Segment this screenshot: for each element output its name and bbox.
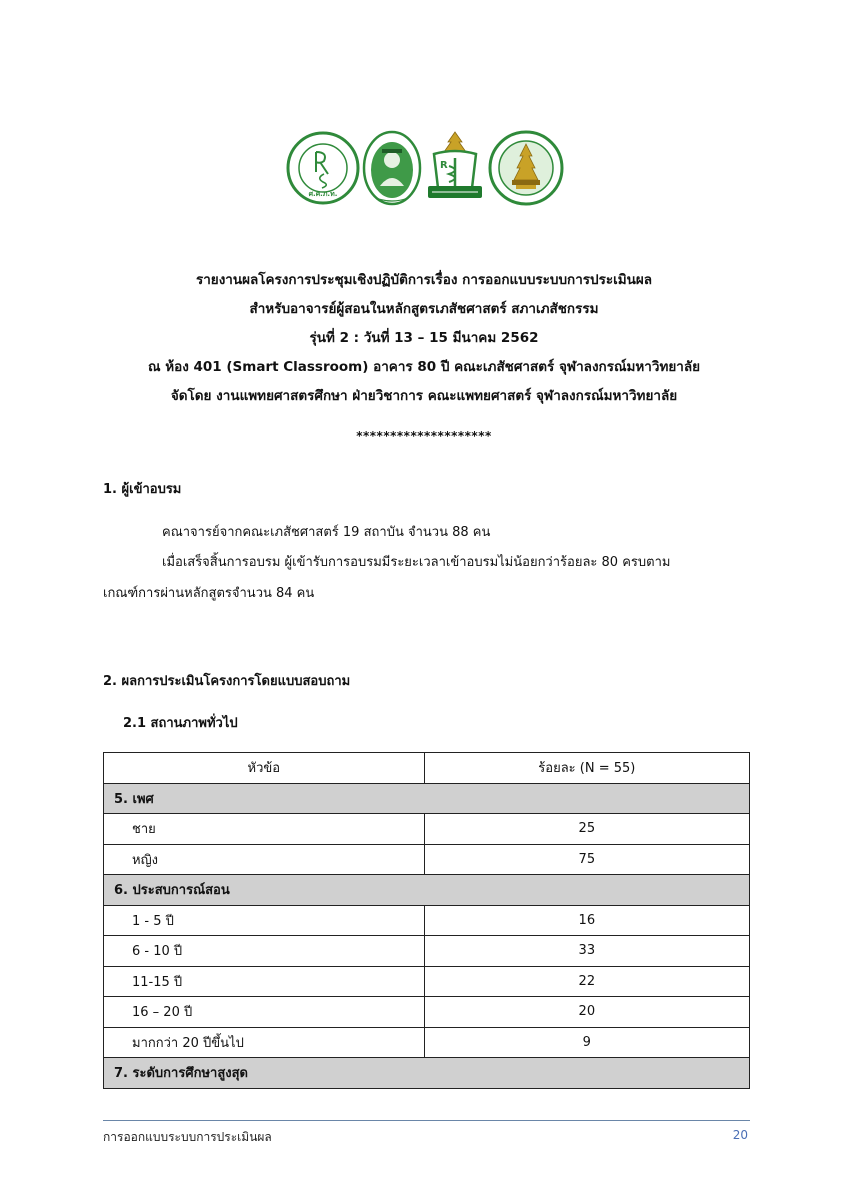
logo-row	[0, 130, 848, 210]
report-title: รายงานผลโครงการประชุมเชิงปฏิบัติการเรื่อง การออกแบบระบบการประเมินผล	[195, 272, 653, 288]
section-1-paragraph-1: คณาจารย์จากคณะเภสัชศาสตร์ 19 สถาบัน จำนวน 88 คน	[162, 525, 491, 540]
report-subtitle: สำหรับอาจารย์ผู้สอนในหลักสูตรเภสัชศาสตร์ สภาเภสัชกรรม	[249, 301, 599, 317]
row-value: 9	[424, 1027, 749, 1058]
row-value: 75	[424, 844, 749, 875]
row-value: 25	[424, 814, 749, 845]
table-group-row-gender	[104, 783, 750, 814]
section-2-1-heading: 2.1 สถานภาพทั่วไป	[123, 716, 238, 731]
section-1-heading: 1. ผู้เข้าอบรม	[103, 482, 182, 497]
table-header-row	[104, 753, 750, 784]
table-row	[104, 905, 750, 936]
group-label-teaching-experience: 6. ประสบการณ์สอน	[104, 875, 750, 906]
table-row	[104, 814, 750, 845]
organizer: จัดโดย งานแพทยศาสตรศึกษา ฝ่ายวิชาการ คณะแพทยศาสตร์ จุฬาลงกรณ์มหาวิทยาลัย	[170, 388, 678, 404]
faculty-seal-green-logo	[286, 130, 360, 206]
seal-abbreviation: ศ.ศ.ภ.ท.	[308, 190, 338, 198]
group-label-gender: 5. เพศ	[104, 783, 750, 814]
venue: ณ ห้อง 401 (Smart Classroom) อาคาร 80 ปี คณะเภสัชศาสตร์ จุฬาลงกรณ์มหาวิทยาลัย	[147, 359, 701, 375]
session-dates: รุ่นที่ 2 : วันที่ 13 – 15 มีนาคม 2562	[309, 330, 539, 346]
row-label: ชาย	[104, 814, 425, 845]
professor-portrait-seal-logo	[362, 130, 422, 206]
row-label: หญิง	[104, 844, 425, 875]
table-row	[104, 1027, 750, 1058]
footer-document-title: การออกแบบระบบการประเมินผล	[103, 1130, 272, 1144]
row-label: มากกว่า 20 ปีขึ้นไป	[104, 1027, 425, 1058]
group-label-education-level: 7. ระดับการศึกษาสูงสุด	[104, 1058, 750, 1089]
pharmacy-council-crest-logo	[422, 130, 488, 206]
separator-stars: ********************	[356, 429, 492, 443]
table-row	[104, 844, 750, 875]
section-2-heading: 2. ผลการประเมินโครงการโดยแบบสอบถาม	[103, 674, 351, 689]
row-value: 33	[424, 936, 749, 967]
column-header-topic: หัวข้อ	[104, 753, 425, 784]
chulalongkorn-medicine-seal-logo	[488, 130, 564, 206]
section-1-paragraph-2-line-2: เกณฑ์การผ่านหลักสูตรจำนวน 84 คน	[103, 586, 315, 601]
table-row	[104, 966, 750, 997]
report-title-block	[0, 266, 848, 411]
row-label: 16 – 20 ปี	[104, 997, 425, 1028]
table-group-row-teaching-experience	[104, 875, 750, 906]
table-group-row-education-level	[104, 1058, 750, 1089]
row-label: 1 - 5 ปี	[104, 905, 425, 936]
table-row	[104, 997, 750, 1028]
row-value: 20	[424, 997, 749, 1028]
general-status-table	[103, 752, 750, 1089]
row-value: 22	[424, 966, 749, 997]
footer-divider	[103, 1120, 750, 1121]
svg-text:R: R	[440, 160, 448, 171]
row-label: 11-15 ปี	[104, 966, 425, 997]
row-value: 16	[424, 905, 749, 936]
column-header-percent: ร้อยละ (N = 55)	[424, 753, 749, 784]
table-row	[104, 936, 750, 967]
page-number: 20	[732, 1128, 748, 1142]
row-label: 6 - 10 ปี	[104, 936, 425, 967]
section-1-paragraph-2-line-1: เมื่อเสร็จสิ้นการอบรม ผู้เข้ารับการอบรมมีระยะเวลาเข้าอบรมไม่น้อยกว่าร้อยละ 80 ครบตาม	[162, 555, 671, 570]
